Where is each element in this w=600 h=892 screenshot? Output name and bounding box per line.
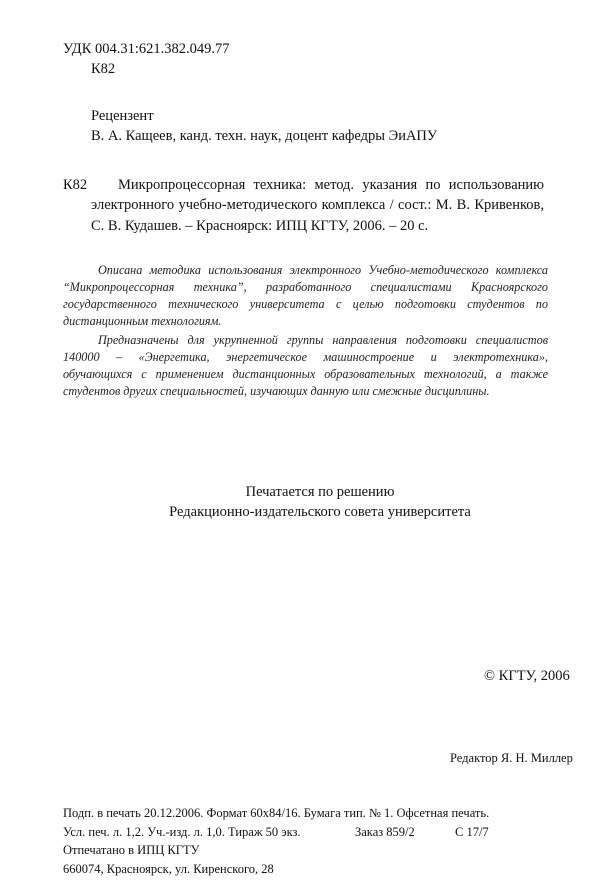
approval-line-2: Редакционно-издательского совета университета — [169, 504, 471, 520]
imprint-line-3: Отпечатано в ИПЦ КГТУ — [63, 843, 200, 857]
imprint-code: С 17/7 — [455, 825, 489, 839]
bib-line-2: электронного учебно-методического комплекса / сост.: М. В. Кривенков, — [91, 197, 544, 213]
annotation-p1-line-2: “Микропроцессорная техника”, разработанного специалистами Красноярского — [63, 280, 548, 294]
annotation-p2-line-4: студентов других специальностей, изучающих данную или смежные дисциплины. — [63, 384, 490, 398]
annotation-p2-line-1: Предназначены для укрупненной группы направления подготовки специалистов — [98, 333, 548, 347]
annotation-p2-line-3: обучающихся с применением дистанционных образовательных технологий, а также — [63, 367, 548, 381]
imprint-order: Заказ 859/2 — [355, 825, 415, 839]
reviewer-label: Рецензент — [91, 108, 154, 124]
bib-line-1: Микропроцессорная техника: метод. указания по использованию — [118, 177, 544, 193]
annotation-p1-line-3: государственного технического университета с целью подготовки студентов по — [63, 297, 548, 311]
imprint-line-1: Подп. в печать 20.12.2006. Формат 60x84/16. Бумага тип. № 1. Офсетная печать. — [63, 806, 490, 820]
author-mark: К82 — [91, 61, 116, 77]
reviewer-name: В. А. Кащеев, канд. техн. наук, доцент кафедры ЭиАПУ — [91, 128, 438, 144]
bib-line-3: С. В. Кудашев. – Красноярск: ИПЦ КГТУ, 2006. – 20 с. — [91, 218, 429, 234]
editor-credit: Редактор Я. Н. Миллер — [450, 751, 573, 765]
copyright: © КГТУ, 2006 — [484, 668, 570, 684]
imprint-line-4: 660074, Красноярск, ул. Киренского, 28 — [63, 862, 274, 876]
imprint-line-2: Усл. печ. л. 1,2. Уч.-изд. л. 1,0. Тираж 50 экз. — [63, 825, 301, 839]
bib-code: К82 — [63, 177, 88, 193]
approval-line-1: Печатается по решению — [245, 484, 395, 500]
annotation-p1-line-4: дистанционным технологиям. — [63, 314, 222, 328]
annotation-p2-line-2: 140000 – «Энергетика, энергетическое машиностроение и электротехника», — [63, 350, 548, 364]
udk-code: УДК 004.31:621.382.049.77 — [63, 41, 230, 57]
annotation-p1-line-1: Описана методика использования электронного Учебно-методического комплекса — [98, 263, 548, 277]
